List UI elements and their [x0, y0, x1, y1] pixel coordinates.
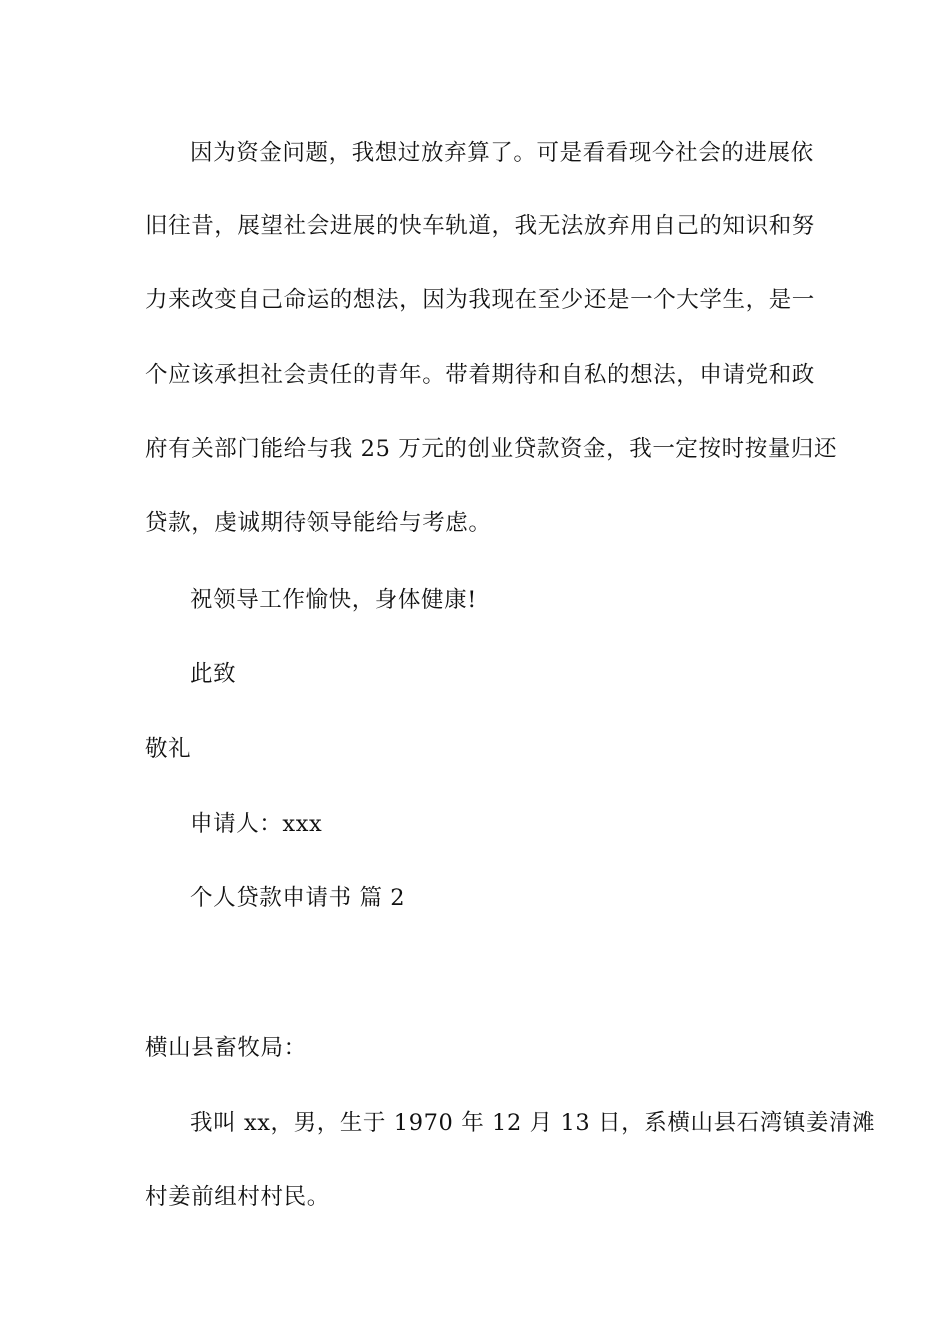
closing-salutation-2: 敬礼: [145, 736, 192, 762]
paragraph-1-line-3: 力来改变自己命运的想法，因为我现在至少还是一个大学生，是一: [145, 287, 815, 313]
paragraph-1-line-6: 贷款，虔诚期待领导能给与考虑。: [145, 510, 492, 536]
paragraph-1-line-2: 旧往昔，展望社会进展的快车轨道，我无法放弃用自己的知识和努: [145, 213, 815, 239]
paragraph-1-line-4: 个应该承担社会责任的青年。带着期待和自私的想法，申请党和政: [145, 362, 815, 388]
wishes-line: 祝领导工作愉快，身体健康!: [190, 587, 477, 613]
paragraph-1-line-1: 因为资金问题，我想过放弃算了。可是看看现今社会的进展依: [190, 140, 814, 166]
paragraph-1-line-5: 府有关部门能给与我 25 万元的创业贷款资金，我一定按时按量归还: [145, 436, 838, 462]
paragraph-2-line-1: 我叫 xx，男，生于 1970 年 12 月 13 日，系横山县石湾镇姜清滩: [190, 1110, 876, 1136]
closing-salutation-1: 此致: [190, 661, 237, 687]
section-title: 个人贷款申请书 篇 2: [190, 885, 406, 911]
applicant-line: 申请人：xxx: [190, 811, 323, 837]
paragraph-2-line-2: 村姜前组村村民。: [145, 1184, 330, 1210]
recipient-line: 横山县畜牧局：: [145, 1035, 307, 1061]
